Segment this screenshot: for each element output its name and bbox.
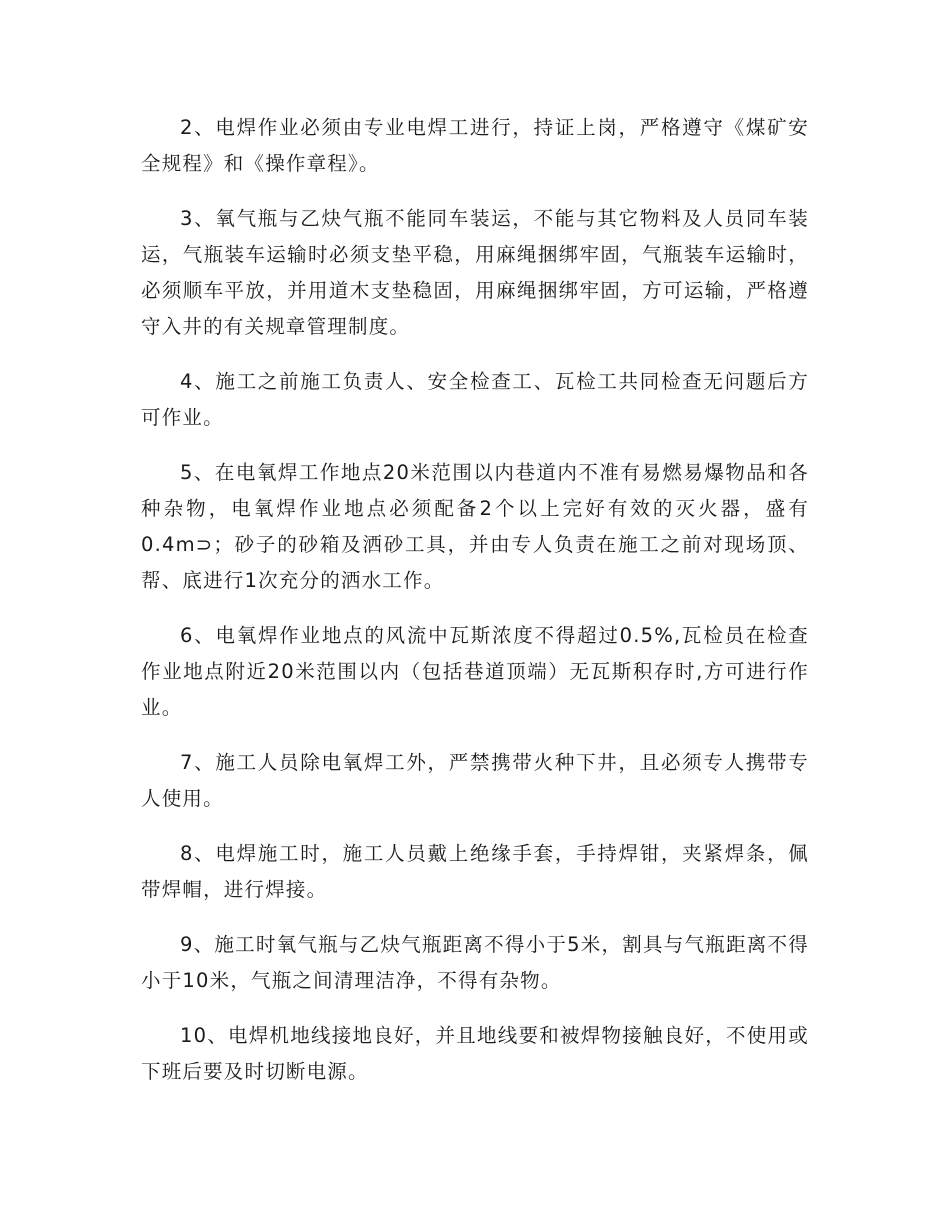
document-body bbox=[141, 110, 809, 1109]
paragraph-item-2: 2、电焊作业必须由专业电焊工进行，持证上岗，严格遵守《煤矿安全规程》和《操作章程》。 bbox=[141, 116, 809, 175]
paragraph-item-3: 3、氧气瓶与乙炔气瓶不能同车装运，不能与其它物料及人员同车装运，气瓶装车运输时必须支垫平稳，用麻绳捆绑牢固，气瓶装车运输时，必须顺车平放，并用道木支垫稳固，用麻绳捆绑牢固，方可运输，严格遵守入井的有关规章管理制度。 bbox=[141, 207, 809, 338]
paragraph-item-6: 6、电氧焊作业地点的风流中瓦斯浓度不得超过0.5%,瓦检员在检查作业地点附近20米范围以内（包括巷道顶端）无瓦斯积存时,方可进行作业。 bbox=[141, 624, 809, 719]
paragraph-item-8: 8、电焊施工时，施工人员戴上绝缘手套，手持焊钳，夹紧焊条，佩带焊帽，进行焊接。 bbox=[141, 842, 809, 901]
paragraph-item-10: 10、电焊机地线接地良好，并且地线要和被焊物接触良好，不使用或下班后要及时切断电源。 bbox=[141, 1024, 809, 1083]
paragraph-item-7: 7、施工人员除电氧焊工外，严禁携带火种下井，且必须专人携带专人使用。 bbox=[141, 751, 809, 810]
paragraph-item-4: 4、施工之前施工负责人、安全检查工、瓦检工共同检查无问题后方可作业。 bbox=[141, 370, 809, 429]
paragraph-item-9: 9、施工时氧气瓶与乙炔气瓶距离不得小于5米，割具与气瓶距离不得小于10米，气瓶之间清理洁净，不得有杂物。 bbox=[141, 933, 809, 992]
paragraph-item-5: 5、在电氧焊工作地点20米范围以内巷道内不准有易燃易爆物品和各种杂物，电氧焊作业地点必须配备2个以上完好有效的灭火器，盛有0.4m⊃；砂子的砂箱及洒砂工具，并由专人负责在施工之前对现场顶、帮、底进行1次充分的洒水工作。 bbox=[141, 461, 809, 592]
